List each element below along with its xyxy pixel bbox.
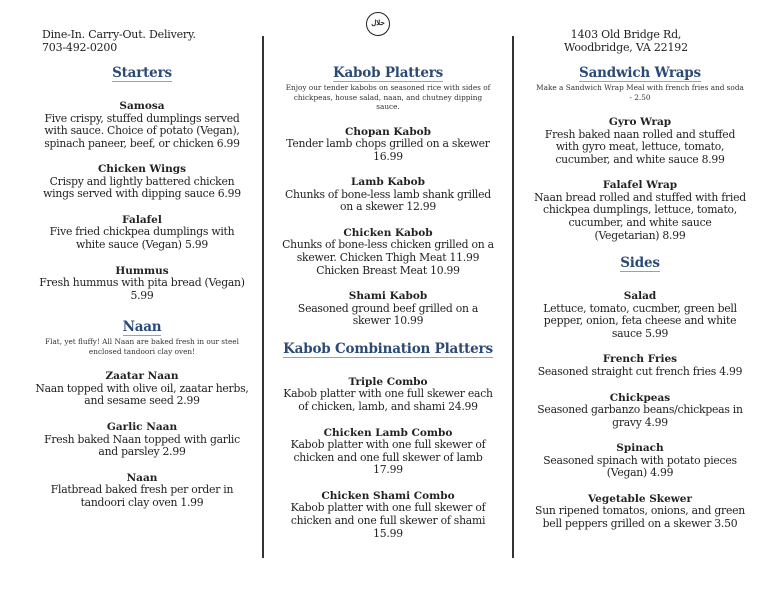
item-name: Spinach — [616, 442, 664, 455]
section-heading: Sandwich Wraps — [579, 65, 701, 81]
item-name: Zaatar Naan — [105, 370, 179, 383]
item-description: Naan topped with olive oil, zaatar herbs, and sesame seed 2.99 — [35, 381, 249, 408]
section-heading: Kabob Platters — [332, 65, 444, 81]
menu-item — [515, 392, 765, 430]
section-heading-wrap — [515, 252, 765, 272]
menu-item — [515, 493, 765, 531]
item-name: Chopan Kabob — [344, 125, 432, 138]
item-name: Falafel — [122, 213, 162, 226]
item-description: Sun ripened tomatos, onions, and green bell peppers grilled on a skewer 3.50 — [535, 504, 745, 530]
menu-column-1 — [20, 62, 264, 509]
menu-item — [20, 421, 264, 459]
menu-item — [266, 176, 510, 214]
menu-item — [266, 490, 510, 540]
item-name: Triple Combo — [348, 375, 428, 388]
section-note: Make a Sandwich Wrap Meal with french fries and soda - 2.50 — [536, 83, 744, 102]
item-name: Shami Kabob — [348, 290, 428, 303]
column-divider — [512, 36, 514, 558]
item-description: Seasoned garbanzo beans/chickpeas in gravy 4.99 — [537, 403, 743, 429]
item-name: Lamb Kabob — [351, 176, 425, 189]
menu-item — [20, 100, 264, 150]
item-name: Chicken Wings — [97, 163, 187, 176]
item-name: Vegetable Skewer — [588, 492, 692, 505]
item-description: Seasoned ground beef grilled on a skewer 10.99 — [297, 301, 479, 328]
menu-item — [20, 370, 264, 408]
menu-item — [20, 163, 264, 201]
section-heading-wrap — [20, 316, 264, 336]
menu-section — [266, 62, 510, 328]
item-name: Hummus — [115, 264, 169, 277]
item-description: Fresh baked naan rolled and stuffed with gyro meat, lettuce, tomato, cucumber, and white sauce 8.99 — [544, 127, 736, 166]
menu-section — [515, 62, 765, 242]
address — [564, 28, 688, 54]
item-description: Seasoned spinach with potato pieces (Vegan) 4.99 — [543, 453, 737, 480]
item-description: Flatbread baked fresh per order in tandoori clay oven 1.99 — [50, 483, 234, 509]
item-description: Seasoned straight cut french fries 4.99 — [537, 364, 743, 378]
section-heading-wrap — [20, 62, 264, 82]
menu-item — [266, 290, 510, 328]
service-info — [42, 28, 196, 54]
menu-item — [266, 376, 510, 414]
menu-item — [266, 126, 510, 164]
item-name: French Fries — [602, 353, 678, 366]
item-name: Chicken Shami Combo — [321, 489, 455, 502]
menu-item — [515, 290, 765, 340]
item-description: Five fried chickpea dumplings with white sauce (Vegan) 5.99 — [49, 225, 235, 252]
item-description: Chunks of bone-less lamb shank grilled on a skewer 12.99 — [285, 187, 491, 214]
menu-item — [20, 265, 264, 303]
menu-item — [515, 179, 765, 242]
menu-section — [20, 316, 264, 509]
menu-item — [20, 214, 264, 252]
menu-section — [266, 338, 510, 540]
menu-item — [515, 442, 765, 480]
item-description: Naan bread rolled and stuffed with fried chickpea dumplings, lettuce, tomato, cucumber, and white sauce (Vegetarian) 8.99 — [534, 190, 746, 242]
menu-column-3 — [515, 62, 765, 531]
section-heading: Sides — [620, 255, 660, 272]
address-line-1: 1403 Old Bridge Rd, — [570, 28, 682, 41]
section-note: Flat, yet fluffy! All Naan are baked fresh in our steel enclosed tandoori clay oven! — [45, 337, 239, 356]
halal-logo: ﺣﻼﻝ — [366, 12, 390, 36]
menu-item — [266, 227, 510, 277]
item-description: Kabob platter with one full skewer of chicken and one full skewer of shami 15.99 — [290, 501, 486, 540]
item-description: Fresh hummus with pita bread (Vegan) 5.99 — [39, 276, 245, 302]
section-heading-wrap — [266, 62, 510, 82]
address-line-2: Woodbridge, VA 22192 — [564, 41, 688, 54]
item-description: Five crispy, stuffed dumplings served with sauce. Choice of potato (Vegan), spinach paneer, beef, or chicken 6.99 — [44, 111, 240, 150]
section-heading-wrap — [266, 338, 510, 358]
item-description: Tender lamb chops grilled on a skewer 16.99 — [286, 137, 490, 163]
section-heading: Starters — [112, 65, 172, 81]
item-description: Kabob platter with one full skewer of chicken and one full skewer of lamb 17.99 — [290, 438, 486, 477]
item-name: Gyro Wrap — [608, 116, 672, 128]
menu-item — [515, 353, 765, 378]
menu-item — [515, 116, 765, 166]
item-name: Chicken Lamb Combo — [323, 426, 453, 439]
item-name: Falafel Wrap — [602, 179, 678, 192]
menu-section — [515, 252, 765, 530]
menu-item — [20, 472, 264, 510]
menu-section — [20, 62, 264, 302]
item-description: Kabob platter with one full skewer each of chicken, lamb, and shami 24.99 — [283, 387, 493, 413]
item-name: Samosa — [119, 100, 165, 112]
menu-item — [266, 427, 510, 477]
section-heading: Naan — [122, 319, 162, 336]
section-heading-wrap — [515, 62, 765, 82]
item-description: Fresh baked Naan topped with garlic and parsley 2.99 — [44, 432, 240, 459]
item-description: Crispy and lightly battered chicken wings served with dipping sauce 6.99 — [43, 174, 241, 201]
item-description: Lettuce, tomato, cucmber, green bell pepper, onion, feta cheese and white sauce 5.99 — [543, 301, 737, 340]
item-name: Salad — [623, 290, 657, 303]
item-name: Naan — [126, 471, 158, 484]
menu-column-2 — [266, 62, 510, 540]
item-name: Chickpeas — [609, 391, 671, 404]
phone-number: 703-492-0200 — [42, 41, 118, 54]
item-description: Chunks of bone-less chicken grilled on a skewer. Chicken Thigh Meat 11.99 Chicken Breast Meat 10.99 — [282, 238, 494, 277]
item-name: Chicken Kabob — [343, 226, 433, 239]
item-name: Garlic Naan — [106, 421, 178, 434]
service-types: Dine-In. Carry-Out. Delivery. — [42, 28, 196, 41]
section-heading: Kabob Combination Platters — [283, 340, 493, 357]
section-note: Enjoy our tender kabobs on seasoned rice with sides of chickpeas, house salad, naan, and chutney dipping sauce. — [285, 83, 491, 111]
